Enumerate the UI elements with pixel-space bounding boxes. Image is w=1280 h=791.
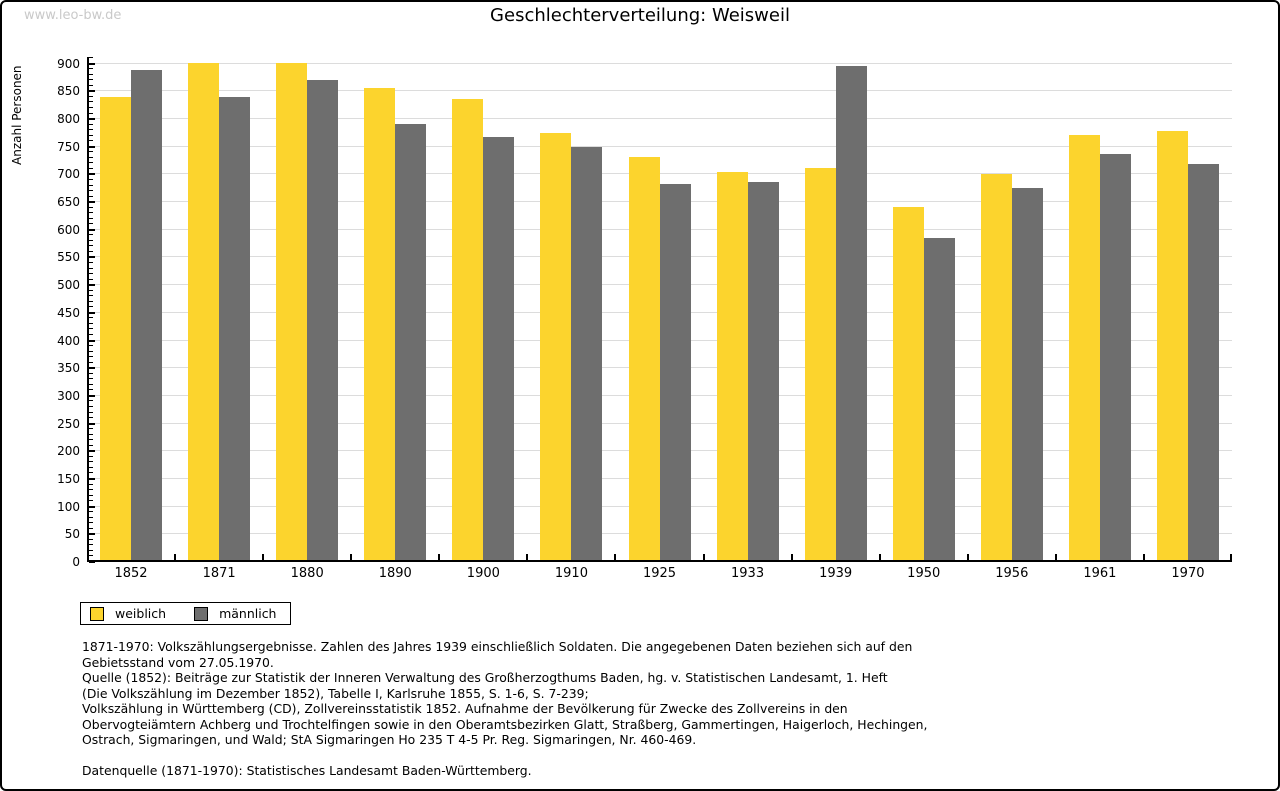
- y-tick-label: 150: [57, 471, 80, 486]
- legend-item-weiblich: [90, 606, 166, 621]
- y-tick-label: 50: [64, 527, 80, 542]
- bar-maennlich-1910: [571, 147, 602, 562]
- site-watermark: www.leo-bw.de: [24, 8, 122, 23]
- y-minor-tick: [89, 445, 93, 446]
- y-major-tick: [89, 367, 95, 369]
- y-minor-tick: [89, 218, 93, 219]
- footnote-line: Ostrach, Sigmaringen, und Wald; StA Sigmaringen Ho 235 T 4-5 Pr. Reg. Sigmaringen, Nr. 460-469.: [82, 732, 697, 747]
- gridline: [87, 63, 1232, 64]
- legend-label-maennlich: männlich: [219, 606, 277, 621]
- bar-weiblich-1961: [1069, 135, 1100, 562]
- y-minor-tick: [89, 384, 93, 385]
- bar-maennlich-1880: [307, 80, 338, 562]
- plot-area: [57, 56, 1232, 581]
- y-minor-tick: [89, 522, 93, 523]
- y-minor-tick: [89, 113, 93, 114]
- bar-weiblich-1880: [276, 63, 307, 562]
- y-major-tick: [89, 63, 95, 65]
- legend: [80, 602, 291, 625]
- y-axis-line: [87, 57, 89, 562]
- y-tick-label: 800: [57, 112, 80, 127]
- bar-maennlich-1852: [131, 70, 162, 562]
- y-tick-label: 500: [57, 278, 80, 293]
- y-axis-label: Anzahl Personen: [10, 65, 24, 165]
- legend-swatch-weiblich: [90, 607, 104, 621]
- y-minor-tick: [89, 140, 93, 141]
- y-minor-tick: [89, 550, 93, 551]
- y-tick-label: 600: [57, 222, 80, 237]
- x-tick-label: 1900: [466, 566, 500, 581]
- y-major-tick: [89, 340, 95, 342]
- gridline: [87, 173, 1232, 174]
- bar-weiblich-1970: [1157, 131, 1188, 562]
- y-minor-tick: [89, 135, 93, 136]
- y-major-tick: [89, 284, 95, 286]
- y-minor-tick: [89, 101, 93, 102]
- y-tick-label: 0: [72, 555, 80, 569]
- y-minor-tick: [89, 467, 93, 468]
- y-minor-tick: [89, 528, 93, 529]
- y-minor-tick: [89, 555, 93, 556]
- bar-weiblich-1950: [893, 207, 924, 562]
- footnote-line: Volkszählung in Württemberg (CD), Zollvereinsstatistik 1852. Aufnahme der Bevölkerung für Zwecke des Zollvereins in den: [82, 701, 848, 716]
- y-minor-tick: [89, 162, 93, 163]
- y-minor-tick: [89, 417, 93, 418]
- y-minor-tick: [89, 57, 93, 58]
- y-minor-tick: [89, 301, 93, 302]
- y-minor-tick: [89, 151, 93, 152]
- bar-maennlich-1871: [219, 97, 250, 562]
- y-major-tick: [89, 146, 95, 148]
- x-tick-label: 1852: [114, 566, 148, 581]
- gridline: [87, 146, 1232, 147]
- bar-weiblich-1925: [629, 157, 660, 562]
- y-minor-tick: [89, 279, 93, 280]
- legend-item-maennlich: [194, 606, 276, 621]
- y-tick-label: 200: [57, 444, 80, 459]
- y-minor-tick: [89, 273, 93, 274]
- y-minor-tick: [89, 306, 93, 307]
- y-minor-tick: [89, 196, 93, 197]
- y-tick-label: 100: [57, 499, 80, 514]
- y-minor-tick: [89, 412, 93, 413]
- y-tick-label: 400: [57, 333, 80, 348]
- chart-title: Geschlechterverteilung: Weisweil: [490, 5, 790, 26]
- x-tick-label: 1933: [731, 566, 765, 581]
- y-minor-tick: [89, 456, 93, 457]
- bar-weiblich-1890: [364, 88, 395, 562]
- y-tick-label: 300: [57, 388, 80, 403]
- y-major-tick: [89, 506, 95, 508]
- y-minor-tick: [89, 373, 93, 374]
- y-major-tick: [89, 312, 95, 314]
- y-minor-tick: [89, 74, 93, 75]
- y-major-tick: [89, 229, 95, 231]
- y-tick-label: 550: [57, 250, 80, 265]
- footnote-line: 1871-1970: Volkszählungsergebnisse. Zahlen des Jahres 1939 einschließlich Soldaten. Die angegebenen Daten beziehen sich auf den: [82, 639, 913, 654]
- y-minor-tick: [89, 539, 93, 540]
- y-minor-tick: [89, 495, 93, 496]
- y-minor-tick: [89, 251, 93, 252]
- y-minor-tick: [89, 434, 93, 435]
- bar-weiblich-1939: [805, 168, 836, 562]
- bar-maennlich-1950: [924, 238, 955, 562]
- y-tick-label: 650: [57, 195, 80, 210]
- y-minor-tick: [89, 484, 93, 485]
- y-tick-label: 450: [57, 305, 80, 320]
- y-tick-label: 900: [57, 56, 80, 71]
- y-tick-label: 350: [57, 361, 80, 376]
- y-minor-tick: [89, 400, 93, 401]
- y-minor-tick: [89, 334, 93, 335]
- footnote-line: Gebietsstand vom 27.05.1970.: [82, 654, 274, 670]
- y-minor-tick: [89, 207, 93, 208]
- footnote-line: Obervogteiämtern Achberg und Trochtelfingen sowie in den Oberamtsbezirken Glatt, Straßberg, Gammertingen, Haigerloch, Hechingen,: [82, 716, 928, 732]
- bar-weiblich-1956: [981, 174, 1012, 562]
- y-minor-tick: [89, 428, 93, 429]
- y-minor-tick: [89, 85, 93, 86]
- bar-maennlich-1925: [660, 184, 691, 562]
- x-tick-label: 1961: [1083, 566, 1117, 581]
- y-minor-tick: [89, 212, 93, 213]
- gridline: [87, 118, 1232, 119]
- y-minor-tick: [89, 544, 93, 545]
- x-tick-label: 1871: [202, 566, 236, 581]
- bar-maennlich-1961: [1100, 154, 1131, 562]
- bar-weiblich-1852: [100, 97, 131, 562]
- y-major-tick: [89, 423, 95, 425]
- x-tick-label: 1880: [290, 566, 324, 581]
- y-minor-tick: [89, 323, 93, 324]
- x-tick-label: 1970: [1171, 566, 1205, 581]
- x-tick-label: 1939: [819, 566, 853, 581]
- y-minor-tick: [89, 461, 93, 462]
- y-major-tick: [89, 90, 95, 92]
- legend-swatch-maennlich: [194, 607, 208, 621]
- y-major-tick: [89, 173, 95, 175]
- y-minor-tick: [89, 500, 93, 501]
- y-minor-tick: [89, 389, 93, 390]
- legend-label-weiblich: weiblich: [115, 606, 167, 621]
- y-major-tick: [89, 395, 95, 397]
- y-major-tick: [89, 201, 95, 203]
- y-major-tick: [89, 533, 95, 535]
- footnotes: [82, 639, 927, 779]
- y-tick-label: 700: [57, 167, 80, 182]
- y-minor-tick: [89, 157, 93, 158]
- y-minor-tick: [89, 240, 93, 241]
- y-minor-tick: [89, 328, 93, 329]
- bar-maennlich-1939: [836, 66, 867, 562]
- y-minor-tick: [89, 234, 93, 235]
- y-minor-tick: [89, 517, 93, 518]
- y-minor-tick: [89, 406, 93, 407]
- x-tick-label: 1956: [995, 566, 1029, 581]
- y-minor-tick: [89, 245, 93, 246]
- bar-weiblich-1871: [188, 63, 219, 562]
- y-minor-tick: [89, 168, 93, 169]
- y-minor-tick: [89, 356, 93, 357]
- y-minor-tick: [89, 378, 93, 379]
- bar-maennlich-1900: [483, 137, 514, 562]
- y-tick-label: 750: [57, 139, 80, 154]
- y-minor-tick: [89, 262, 93, 263]
- y-minor-tick: [89, 68, 93, 69]
- footnote-line: Quelle (1852): Beiträge zur Statistik der Inneren Verwaltung des Großherzogthums Baden, hg. v. Statistischen Landesamt, 1. Heft: [82, 670, 888, 685]
- y-major-tick: [89, 118, 95, 120]
- y-minor-tick: [89, 79, 93, 80]
- x-tick-label: 1950: [907, 566, 941, 581]
- y-minor-tick: [89, 190, 93, 191]
- x-tick-label: 1925: [642, 566, 677, 581]
- y-minor-tick: [89, 129, 93, 130]
- y-minor-tick: [89, 511, 93, 512]
- y-tick-label: 850: [57, 84, 80, 99]
- y-minor-tick: [89, 489, 93, 490]
- y-minor-tick: [89, 223, 93, 224]
- y-tick-label: 250: [57, 416, 80, 431]
- y-minor-tick: [89, 295, 93, 296]
- datasource-line: Datenquelle (1871-1970): Statistisches Landesamt Baden-Württemberg.: [82, 763, 532, 778]
- gridline: [87, 90, 1232, 91]
- footnote-block: [82, 639, 927, 748]
- bar-maennlich-1970: [1188, 164, 1219, 562]
- y-minor-tick: [89, 351, 93, 352]
- y-minor-tick: [89, 124, 93, 125]
- y-major-tick: [89, 450, 95, 452]
- bar-maennlich-1956: [1012, 188, 1043, 562]
- bar-weiblich-1933: [717, 172, 748, 562]
- y-minor-tick: [89, 345, 93, 346]
- y-major-tick: [89, 478, 95, 480]
- x-tick-label: 1890: [378, 566, 412, 581]
- x-axis-line: [87, 560, 1232, 562]
- footnote-line: (Die Volkszählung im Dezember 1852), Tabelle I, Karlsruhe 1855, S. 1-6, S. 7-239;: [82, 685, 589, 701]
- y-minor-tick: [89, 362, 93, 363]
- bar-weiblich-1900: [452, 99, 483, 562]
- y-major-tick: [89, 256, 95, 258]
- y-minor-tick: [89, 472, 93, 473]
- y-minor-tick: [89, 268, 93, 269]
- y-minor-tick: [89, 179, 93, 180]
- y-minor-tick: [89, 107, 93, 108]
- y-minor-tick: [89, 290, 93, 291]
- x-tick-label: 1910: [554, 566, 588, 581]
- bar-maennlich-1933: [748, 182, 779, 562]
- bar-weiblich-1910: [540, 133, 571, 562]
- bar-maennlich-1890: [395, 124, 426, 562]
- y-minor-tick: [89, 439, 93, 440]
- y-minor-tick: [89, 185, 93, 186]
- y-minor-tick: [89, 317, 93, 318]
- y-minor-tick: [89, 96, 93, 97]
